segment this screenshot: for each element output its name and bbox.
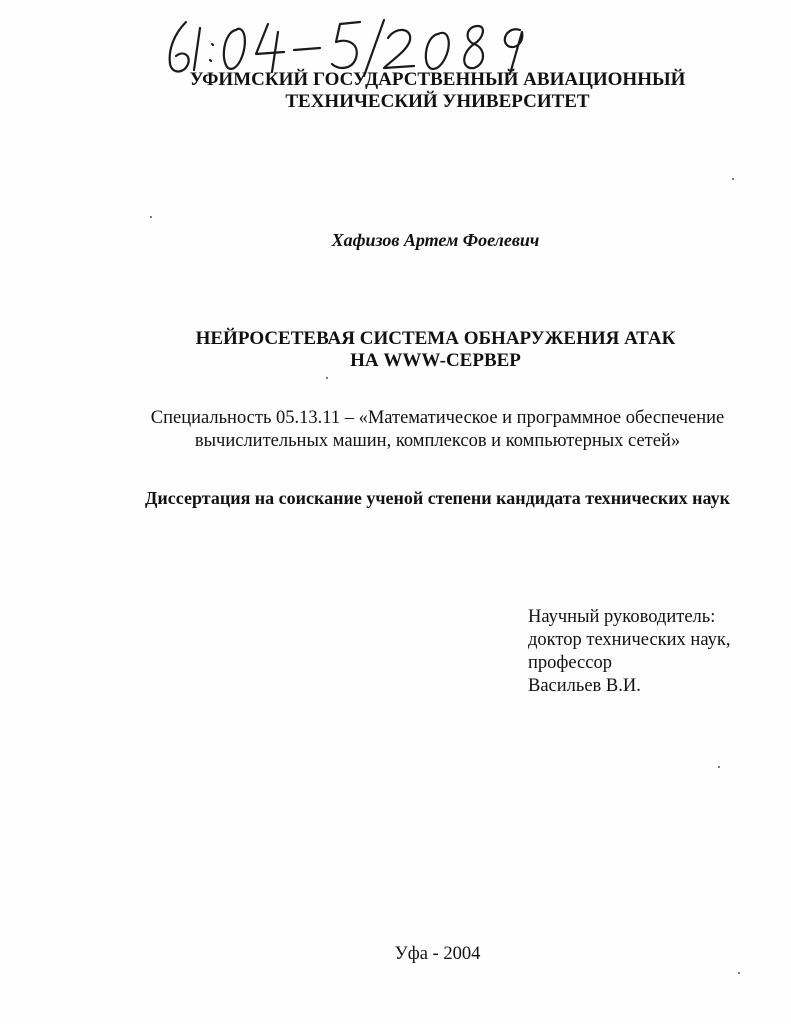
university-name-line-1: УФИМСКИЙ ГОСУДАРСТВЕННЫЙ АВИАЦИОННЫЙ [189, 69, 686, 90]
dissertation-title-line-2: НА WWW-СЕРВЕР [350, 350, 521, 371]
scan-speck [732, 178, 734, 180]
scan-speck [738, 972, 740, 974]
specialty-line-1: Специальность 05.13.11 – «Математическое и программное обеспечение [150, 408, 725, 428]
supervisor-name: Васильев В.И. [528, 676, 641, 696]
dissertation-title-line-1: НЕЙРОСЕТЕВАЯ СИСТЕМА ОБНАРУЖЕНИЯ АТАК [195, 328, 676, 349]
supervisor-role: Научный руководитель: [528, 607, 716, 627]
degree-statement: Диссертация на соискание ученой степени кандидата технических наук [145, 488, 730, 508]
scan-speck [150, 216, 152, 218]
place-and-year: Уфа - 2004 [394, 944, 481, 964]
scan-speck [718, 766, 720, 768]
specialty-line-2: вычислительных машин, комплексов и компьютерных сетей» [194, 431, 681, 451]
scan-speck [326, 377, 328, 379]
supervisor-rank: профессор [528, 653, 612, 673]
author-name: Хафизов Артем Фоелевич [331, 230, 540, 250]
university-name-line-2: ТЕХНИЧЕСКИЙ УНИВЕРСИТЕТ [285, 91, 590, 112]
supervisor-block [528, 606, 730, 698]
supervisor-degree: доктор технических наук, [528, 630, 731, 650]
